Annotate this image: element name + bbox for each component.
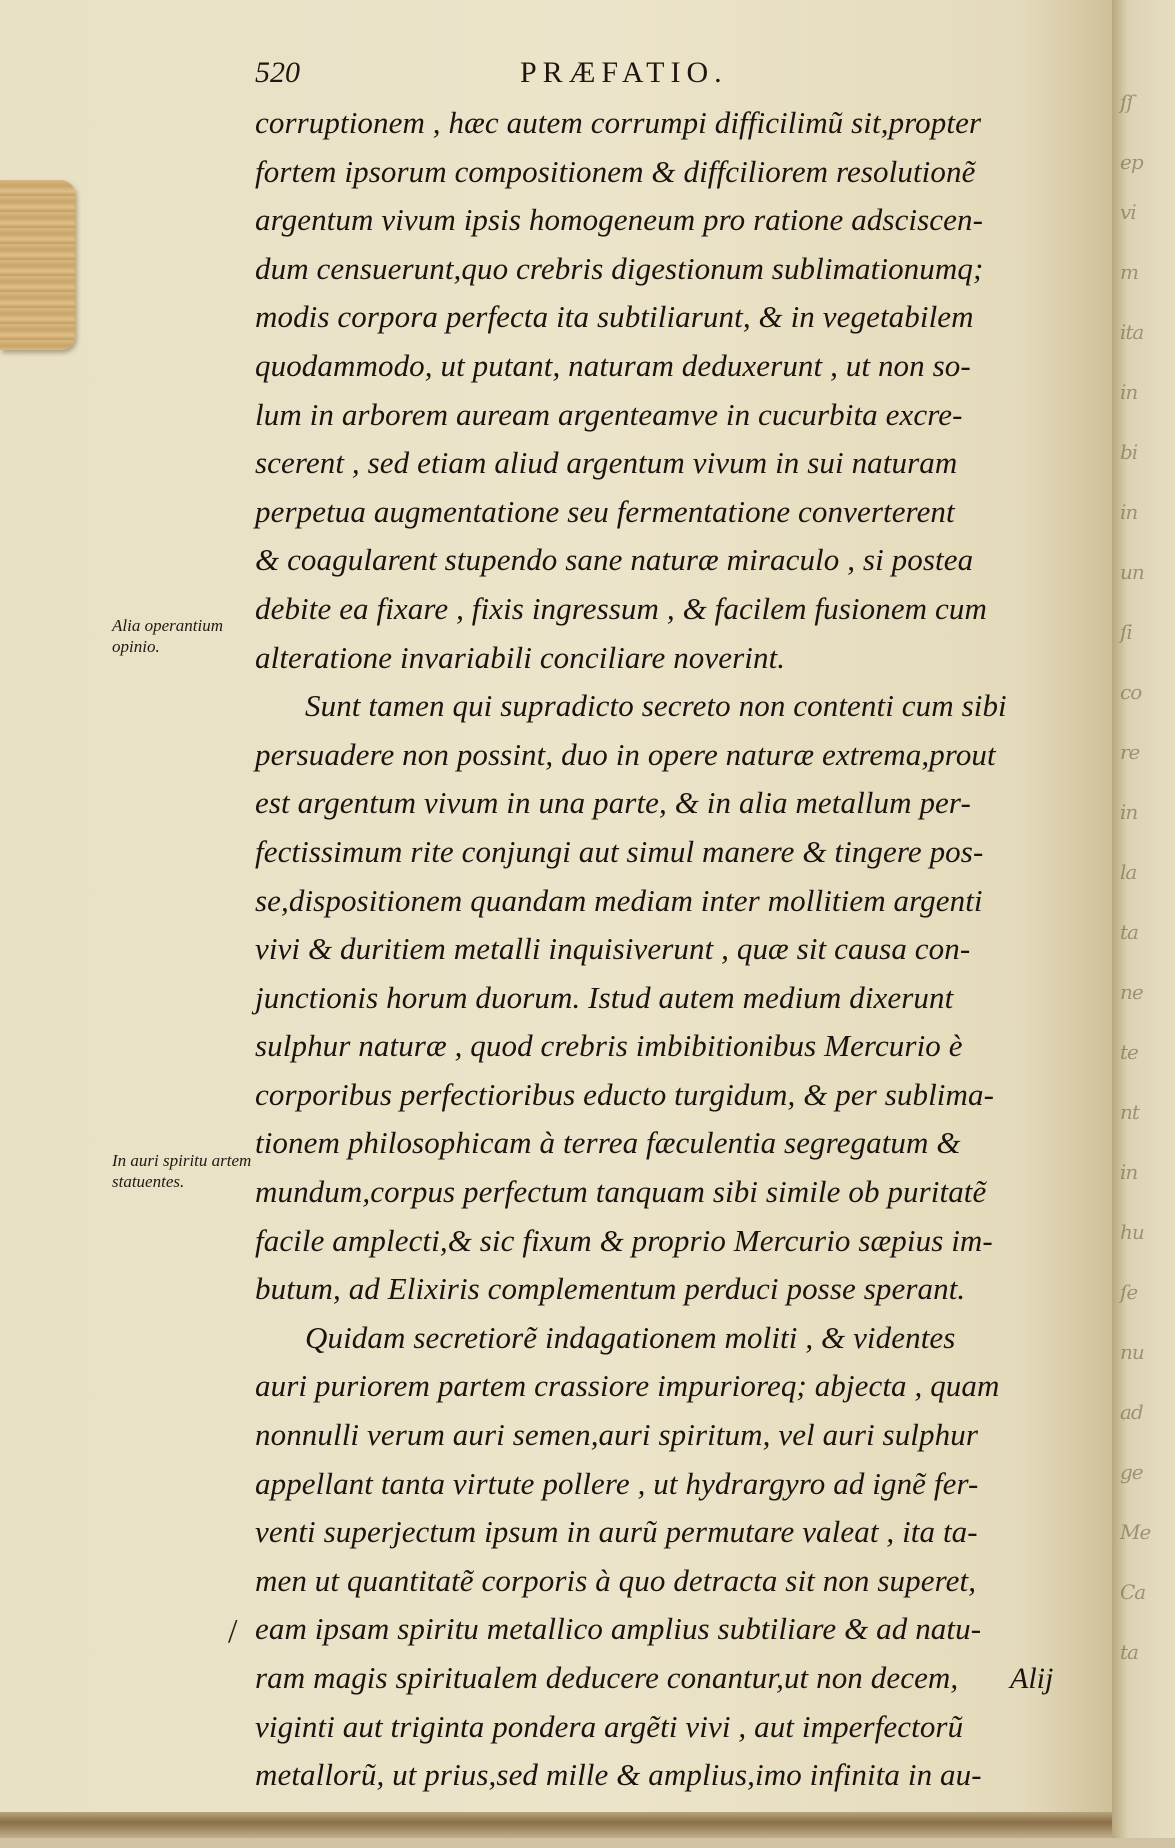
text-line: men ut quantitatẽ corporis à quo detracta sit non superet, xyxy=(255,1562,977,1598)
margin-note: In auri spiritu artem statuentes. xyxy=(112,1151,252,1191)
text-line: alteratione invariabili conciliare noverint. xyxy=(255,639,786,675)
ink-slash-mark: / xyxy=(228,1613,238,1650)
text-line: venti superjectum ipsum in aurũ permutare valeat , ita ta- xyxy=(255,1514,978,1550)
text-line: argentum vivum ipsis homogeneum pro ratione adsciscen- xyxy=(255,202,984,238)
text-line: corruptionem , hæc autem corrumpi difficilimũ sit,propter xyxy=(255,105,982,140)
paragraph-start-line: Quidam secretiorẽ indagationem moliti , & videntes xyxy=(305,1319,956,1355)
text-line: metallorũ, ut prius,sed mille & amplius,imo infinita in au- xyxy=(255,1757,982,1793)
text-line: appellant tanta virtute pollere , ut hydrargyro ad ignẽ fer- xyxy=(255,1465,979,1501)
text-line: est argentum vivum in una parte, & in alia metallum per- xyxy=(255,785,971,821)
page-header xyxy=(255,56,1075,96)
text-line: modis corpora perfecta ita subtiliarunt, & in vegetabilem xyxy=(255,299,974,335)
text-line: sulphur naturæ , quod crebris imbibitionibus Mercurio è xyxy=(255,1028,963,1064)
text-line: tionem philosophicam à terrea fæculentia segregatum & xyxy=(255,1125,961,1161)
text-line: & coagularent stupendo sane naturæ miraculo , si postea xyxy=(255,542,974,578)
text-line: quodammodo, ut putant, naturam deduxerunt , ut non so- xyxy=(255,347,971,383)
bookmark-ribbon xyxy=(0,180,75,350)
text-line: vivi & duritiem metalli inquisiverunt , quæ sit causa con- xyxy=(255,931,971,967)
text-line: nonnulli verum auri semen,auri spiritum, vel auri sulphur xyxy=(255,1417,978,1453)
text-line: ram magis spiritualem deducere conantur,ut non decem, xyxy=(255,1660,959,1695)
text-line: viginti aut triginta pondera argẽti vivi , aut imperfectorũ xyxy=(255,1708,964,1744)
text-line: fortem ipsorum compositionem & diffciliorem resolutionẽ xyxy=(255,153,976,189)
text-line: auri puriorem partem crassiore impurioreq; abjecta , quam xyxy=(255,1368,1000,1404)
adjacent-page-edge: ſſ ep vi m ita in bi in un ſi co re in la ta ne te nt in hu ſe nu ad ge Me Ca ta xyxy=(1112,0,1175,1838)
text-line: perpetua augmentatione seu fermentatione converterent xyxy=(255,493,955,529)
catchword: Alij xyxy=(1010,1662,1054,1695)
page-number: 520 xyxy=(255,56,300,89)
body-text xyxy=(255,99,1075,1848)
text-line: mundum,corpus perfectum tanquam sibi simile ob puritatẽ xyxy=(255,1174,987,1210)
page-bottom-edge xyxy=(0,1812,1112,1838)
text-line: butum, ad Elixiris complementum perduci posse sperant. xyxy=(255,1271,966,1307)
margin-note: Alia operantium opinio. xyxy=(112,616,223,656)
text-line: eam ipsam spiritu metallico amplius subtiliare & ad natu- xyxy=(255,1611,982,1647)
text-line: fectissimum rite conjungi aut simul manere & tingere pos- xyxy=(255,833,984,869)
text-line: junctionis horum duorum. Istud autem medium dixerunt xyxy=(255,979,954,1015)
text-line: facile amplecti,& sic fixum & proprio Mercurio sæpius im- xyxy=(255,1222,993,1258)
text-line: dum censuerunt,quo crebris digestionum sublimationumq; xyxy=(255,250,984,286)
text-line: debite ea fixare , fixis ingressum , & facilem fusionem cum xyxy=(255,590,987,626)
text-line: corporibus perfectioribus educto turgidum, & per sublima- xyxy=(255,1076,995,1112)
text-line: se,dispositionem quandam mediam inter mollitiem argenti xyxy=(255,882,983,918)
running-title: PRÆFATIO. xyxy=(520,56,728,89)
text-line: lum in arborem auream argenteamve in cucurbita excre- xyxy=(255,396,963,432)
paragraph-start-line: Sunt tamen qui supradicto secreto non contenti cum sibi xyxy=(305,688,1007,724)
text-line: scerent , sed etiam aliud argentum vivum in sui naturam xyxy=(255,445,958,481)
text-line: persuadere non possint, duo in opere naturæ extrema,prout xyxy=(255,736,996,772)
